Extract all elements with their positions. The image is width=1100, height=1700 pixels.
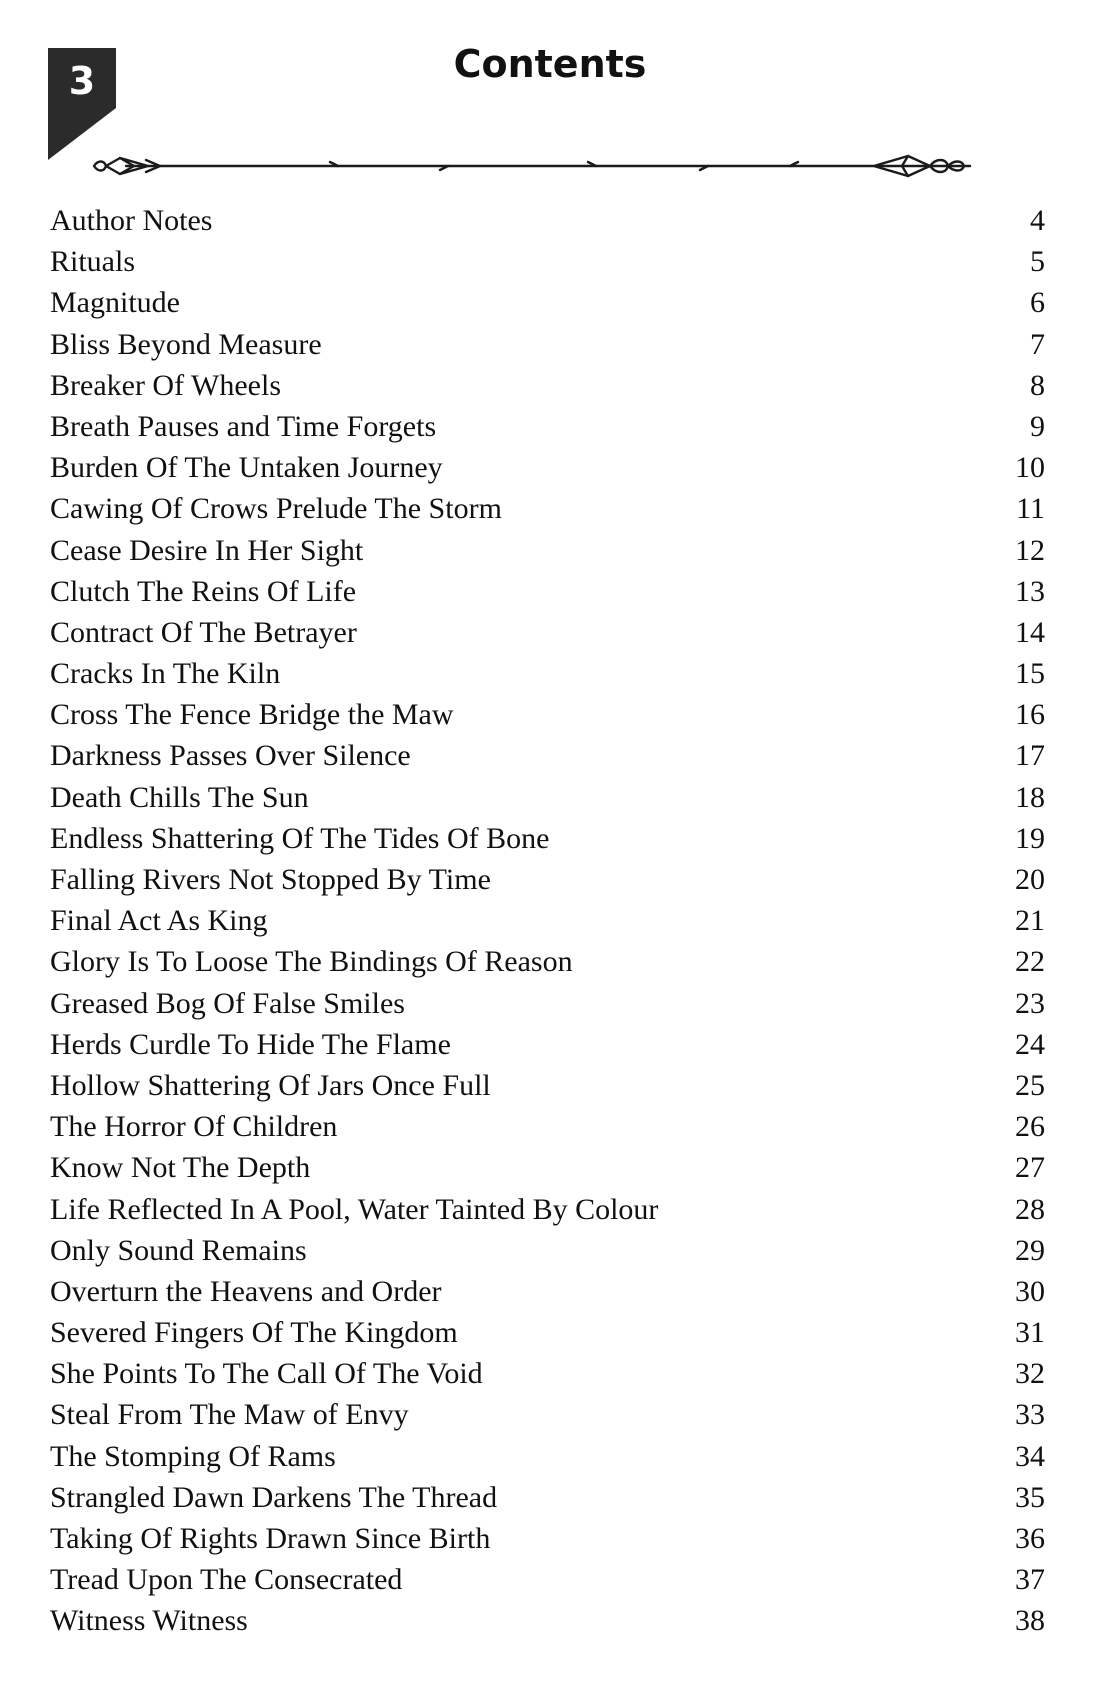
toc-entry[interactable]	[50, 735, 1045, 776]
toc-entry-page-number: 33	[1015, 1398, 1045, 1432]
toc-entry[interactable]	[50, 694, 1045, 735]
toc-entry-title: Falling Rivers Not Stopped By Time	[50, 863, 491, 896]
toc-entry[interactable]	[50, 1312, 1045, 1353]
toc-entry-page-number: 25	[1015, 1068, 1045, 1102]
toc-entry-title: Strangled Dawn Darkens The Thread	[50, 1480, 498, 1514]
toc-entry[interactable]	[50, 571, 1045, 612]
toc-entry[interactable]	[50, 1394, 1045, 1435]
toc-entry-page-number: 24	[1015, 1027, 1045, 1061]
toc-entry-title: Death Chills The Sun	[50, 780, 309, 814]
toc-entry[interactable]	[50, 900, 1045, 941]
toc-entry-title: Breaker Of Wheels	[50, 368, 282, 402]
toc-entry[interactable]	[50, 1230, 1045, 1271]
page-number: 3	[68, 59, 96, 103]
toc-entry[interactable]	[50, 200, 1045, 241]
toc-entry-page-number: 37	[1015, 1563, 1045, 1597]
toc-entry[interactable]	[50, 1271, 1045, 1312]
toc-entry-title: Final Act As King	[50, 904, 268, 938]
toc-entry-page-number: 8	[1030, 368, 1045, 402]
toc-entry[interactable]	[50, 777, 1045, 818]
table-of-contents	[50, 200, 1045, 1642]
toc-entry[interactable]	[50, 365, 1045, 406]
arrow-flourish-divider-icon	[90, 152, 1010, 180]
toc-entry-page-number: 6	[1030, 286, 1045, 320]
page-title: Contents	[453, 42, 647, 86]
toc-entry-title: Rituals	[50, 245, 136, 279]
toc-entry-page-number: 38	[1015, 1604, 1045, 1638]
toc-entry-title: Bliss Beyond Measure	[50, 327, 322, 361]
toc-entry-title: Only Sound Remains	[50, 1233, 307, 1267]
toc-entry-page-number: 34	[1015, 1439, 1045, 1473]
toc-entry-title: Burden Of The Untaken Journey	[50, 451, 443, 485]
toc-entry-title: Endless Shattering Of The Tides Of Bone	[50, 821, 550, 855]
toc-entry-title: Tread Upon The Consecrated	[50, 1563, 403, 1597]
toc-entry-title: Hollow Shattering Of Jars Once Full	[50, 1068, 491, 1102]
toc-entry[interactable]	[50, 1147, 1045, 1188]
toc-entry-title: Taking Of Rights Drawn Since Birth	[50, 1522, 491, 1555]
toc-entry-title: Greased Bog Of False Smiles	[50, 986, 405, 1020]
toc-entry-title: Cease Desire In Her Sight	[50, 533, 364, 567]
toc-entry-page-number: 12	[1015, 533, 1045, 567]
toc-entry-page-number: 36	[1015, 1522, 1045, 1555]
toc-entry-page-number: 19	[1015, 821, 1045, 855]
toc-entry[interactable]	[50, 983, 1045, 1024]
toc-entry-page-number: 35	[1015, 1480, 1045, 1514]
toc-entry[interactable]	[50, 282, 1045, 323]
toc-entry[interactable]	[50, 1065, 1045, 1106]
toc-entry[interactable]	[50, 818, 1045, 859]
toc-entry-title: Magnitude	[50, 286, 180, 320]
toc-entry-title: Know Not The Depth	[50, 1151, 311, 1185]
toc-entry[interactable]	[50, 406, 1045, 447]
toc-entry-title: Cawing Of Crows Prelude The Storm	[50, 492, 502, 526]
toc-entry[interactable]	[50, 1518, 1045, 1559]
toc-entry-page-number: 4	[1030, 204, 1045, 237]
toc-entry-title: Cross The Fence Bridge the Maw	[50, 698, 454, 732]
toc-entry-title: Steal From The Maw of Envy	[50, 1398, 409, 1432]
toc-entry-page-number: 27	[1015, 1151, 1045, 1185]
toc-entry[interactable]	[50, 447, 1045, 488]
toc-entry[interactable]	[50, 653, 1045, 694]
toc-entry-page-number: 18	[1015, 780, 1045, 814]
toc-entry-title: Cracks In The Kiln	[50, 657, 281, 691]
toc-entry-page-number: 9	[1030, 409, 1045, 443]
toc-entry-title: Witness Witness	[50, 1604, 248, 1638]
toc-entry[interactable]	[50, 612, 1045, 653]
toc-entry[interactable]	[50, 1436, 1045, 1477]
toc-entry-page-number: 26	[1015, 1110, 1045, 1144]
toc-entry-title: Life Reflected In A Pool, Water Tainted By Colour	[50, 1192, 659, 1226]
toc-entry[interactable]	[50, 1559, 1045, 1600]
toc-entry[interactable]	[50, 488, 1045, 529]
toc-entry[interactable]	[50, 1189, 1045, 1230]
toc-entry-page-number: 5	[1030, 245, 1045, 279]
toc-entry[interactable]	[50, 324, 1045, 365]
toc-entry[interactable]	[50, 530, 1045, 571]
toc-entry-page-number: 31	[1015, 1316, 1045, 1350]
toc-entry-title: Clutch The Reins Of Life	[50, 574, 357, 608]
toc-entry[interactable]	[50, 1353, 1045, 1394]
toc-entry[interactable]	[50, 241, 1045, 282]
toc-entry-page-number: 14	[1015, 615, 1045, 649]
toc-entry[interactable]	[50, 1106, 1045, 1147]
toc-entry-title: Glory Is To Loose The Bindings Of Reason	[50, 945, 573, 979]
toc-entry[interactable]	[50, 859, 1045, 900]
toc-entry-page-number: 28	[1015, 1192, 1045, 1226]
toc-entry-page-number: 11	[1016, 492, 1045, 526]
toc-entry-title: Overturn the Heavens and Order	[50, 1274, 442, 1308]
toc-entry-page-number: 32	[1015, 1357, 1045, 1391]
toc-entry-page-number: 17	[1015, 739, 1045, 773]
toc-entry-page-number: 20	[1015, 863, 1045, 896]
toc-entry-page-number: 30	[1015, 1274, 1045, 1308]
toc-entry-title: Author Notes	[50, 204, 213, 237]
toc-entry-title: The Stomping Of Rams	[50, 1439, 336, 1473]
toc-entry-page-number: 13	[1015, 574, 1045, 608]
toc-entry[interactable]	[50, 1600, 1045, 1641]
toc-entry[interactable]	[50, 1024, 1045, 1065]
toc-entry-page-number: 21	[1015, 904, 1045, 938]
toc-entry-page-number: 22	[1015, 945, 1045, 979]
toc-entry-title: The Horror Of Children	[50, 1110, 338, 1144]
toc-entry-page-number: 29	[1015, 1233, 1045, 1267]
toc-entry-title: Breath Pauses and Time Forgets	[50, 409, 437, 443]
toc-entry[interactable]	[50, 941, 1045, 982]
toc-entry-page-number: 7	[1030, 327, 1045, 361]
toc-entry-page-number: 16	[1015, 698, 1045, 732]
toc-entry-title: Herds Curdle To Hide The Flame	[50, 1027, 451, 1061]
toc-entry-title: Severed Fingers Of The Kingdom	[50, 1316, 458, 1350]
toc-entry-title: Darkness Passes Over Silence	[50, 739, 411, 773]
toc-entry-title: She Points To The Call Of The Void	[50, 1357, 483, 1391]
toc-entry-title: Contract Of The Betrayer	[50, 615, 357, 649]
toc-entry[interactable]	[50, 1477, 1045, 1518]
toc-entry-page-number: 15	[1015, 657, 1045, 691]
toc-entry-page-number: 10	[1015, 451, 1045, 485]
toc-entry-page-number: 23	[1015, 986, 1045, 1020]
